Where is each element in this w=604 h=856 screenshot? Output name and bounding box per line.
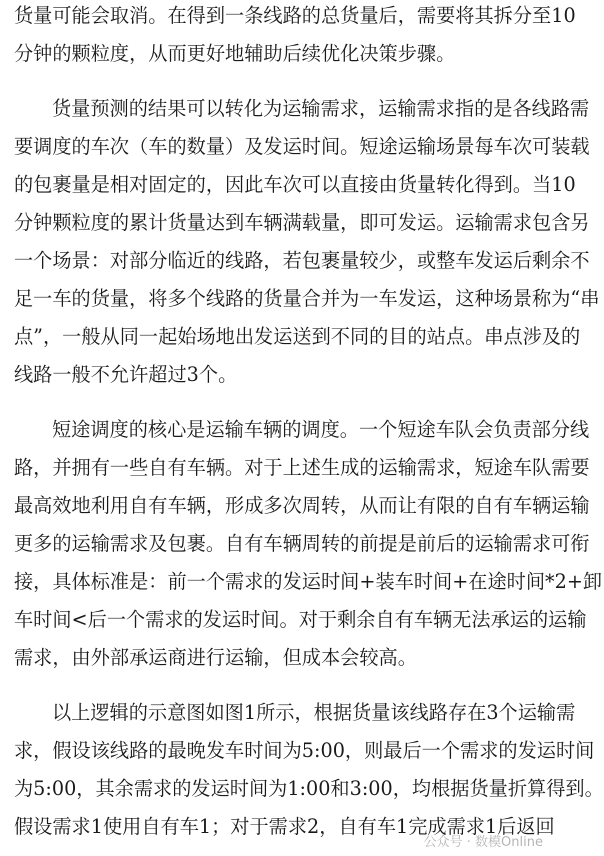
paragraph-4-line-2: 求，假设该线路的最晚发车时间为5:00，则最后一个需求的发运时间 [14,739,595,762]
paragraph-3-line-2: 路，并拥有一些自有车辆。对于上述生成的运输需求，短途车队需要 [14,456,590,479]
paragraph-2-line-7: 点”，一般从同一起始场地出发运送到不同的目的站点。串点涉及的 [14,325,581,348]
paragraph-2-line-5: 一个场景：对部分临近的线路，若包裹量较少，或整车发运后剩余不 [14,249,590,272]
paragraph-2-line-1: 货量预测的结果可以转化为运输需求，运输需求指的是各线路需 [52,97,590,120]
paragraph-3-line-4: 更多的运输需求及包裹。自有车辆周转的前提是前后的运输需求可衔 [14,532,590,555]
paragraph-3-line-3: 最高效地利用自有车辆，形成多次周转，从而让有限的自有车辆运输 [14,494,590,517]
watermark: 公众号 · 数模Online [423,835,543,850]
paragraph-3-line-5: 接，具体标准是：前一个需求的发运时间+装车时间+在途时间*2+卸 [14,570,603,593]
paragraph-2-line-2: 要调度的车次（车的数量）及发运时间。短途运输场景每车次可装载 [14,135,590,158]
paragraph-4-line-4: 假设需求1使用自有车1；对于需求2，自有车1完成需求1后返回 [14,815,555,838]
paragraph-1-line-1: 货量可能会取消。在得到一条线路的总货量后，需要将其拆分至10 [14,4,576,27]
paragraph-4-line-3: 为5:00，其余需求的发运时间为1:00和3:00，均根据货量折算得到。 [14,777,604,800]
paragraph-3-line-1: 短途调度的核心是运输车辆的调度。一个短途车队会负责部分线 [52,418,590,441]
paragraph-4-line-1: 以上逻辑的示意图如图1所示，根据货量该线路存在3个运输需 [52,701,576,724]
paragraph-3-line-7: 需求，由外部承运商进行运输，但成本会较高。 [14,646,417,669]
paragraph-3-line-6: 车时间<后一个需求的发运时间。对于剩余自有车辆无法承运的运输 [14,608,587,631]
paragraph-2-line-6: 足一车的货量，将多个线路的货量合并为一车发运，这种场景称为“串 [14,287,600,310]
paragraph-2-line-8: 线路一般不允许超过3个。 [14,363,238,386]
paragraph-1-line-2: 分钟的颗粒度，从而更好地辅助后续优化决策步骤。 [14,42,456,65]
paragraph-2-line-3: 的包裹量是相对固定的，因此车次可以直接由货量转化得到。当10 [14,173,576,196]
paragraph-2-line-4: 分钟颗粒度的累计货量达到车辆满载量，即可发运。运输需求包含另 [14,211,590,234]
